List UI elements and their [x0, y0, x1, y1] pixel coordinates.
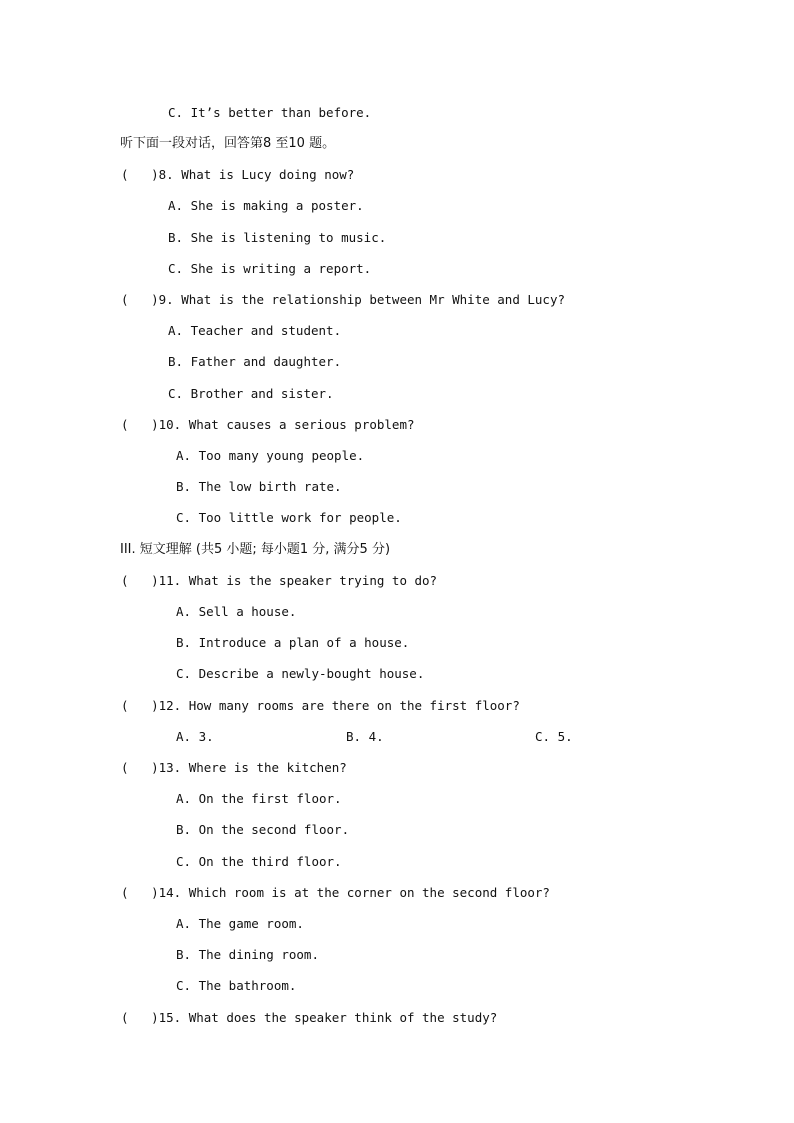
options-row-q12	[176, 729, 616, 745]
option-b-q10: B. The low birth rate.	[176, 479, 342, 494]
option-a-q9: A. Teacher and student.	[168, 323, 342, 338]
question-9: ( )9. What is the relationship between Mr White and Lucy?	[121, 292, 566, 307]
option-c-q10: C. Too little work for people.	[176, 510, 402, 525]
option-c-q7: C. It’s better than before.	[168, 105, 372, 120]
question-8: ( )8. What is Lucy doing now?	[121, 167, 355, 182]
option-a-q12: A. 3.	[176, 729, 214, 744]
option-c-q14: C. The bathroom.	[176, 978, 297, 993]
option-c-q8: C. She is writing a report.	[168, 261, 372, 276]
question-14: ( )14. Which room is at the corner on the second floor?	[121, 885, 550, 900]
option-b-q13: B. On the second floor.	[176, 822, 350, 837]
question-10: ( )10. What causes a serious problem?	[121, 417, 415, 432]
option-c-q13: C. On the third floor.	[176, 854, 342, 869]
option-b-q14: B. The dining room.	[176, 947, 319, 962]
option-c-q9: C. Brother and sister.	[168, 386, 334, 401]
option-a-q14: A. The game room.	[176, 916, 304, 931]
option-a-q11: A. Sell a house.	[176, 604, 297, 619]
section-3-heading: III. 短文理解 (共5 小题; 每小题1 分, 满分5 分)	[120, 542, 391, 557]
option-c-q12: C. 5.	[535, 729, 573, 744]
question-15: ( )15. What does the speaker think of the study?	[121, 1010, 498, 1025]
option-a-q13: A. On the first floor.	[176, 791, 342, 806]
option-a-q10: A. Too many young people.	[176, 448, 365, 463]
option-b-q11: B. Introduce a plan of a house.	[176, 635, 410, 650]
question-13: ( )13. Where is the kitchen?	[121, 760, 347, 775]
option-b-q12: B. 4.	[346, 729, 384, 744]
option-c-q11: C. Describe a newly-bought house.	[176, 666, 425, 681]
question-12: ( )12. How many rooms are there on the first floor?	[121, 698, 520, 713]
option-b-q8: B. She is listening to music.	[168, 230, 387, 245]
instruction-q8-10: 听下面一段对话，回答第8 至10 题。	[120, 136, 336, 151]
option-a-q8: A. She is making a poster.	[168, 198, 364, 213]
option-b-q9: B. Father and daughter.	[168, 354, 342, 369]
question-11: ( )11. What is the speaker trying to do?	[121, 573, 438, 588]
